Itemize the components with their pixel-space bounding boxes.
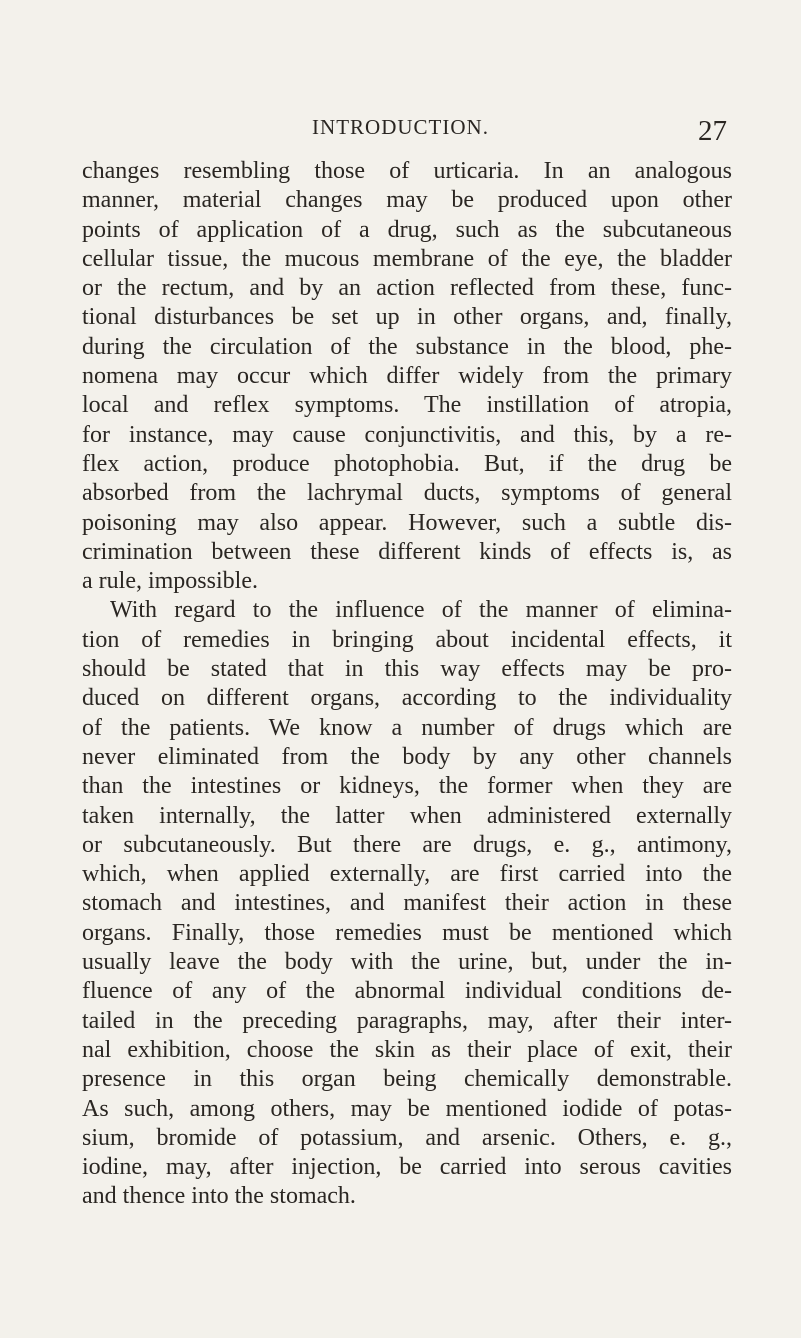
text-line: tion of remedies in bringing about incidental effects, it [82, 626, 732, 653]
text-line: or the rectum, and by an action reflected from these, func- [82, 275, 732, 302]
text-line: than the intestines or kidneys, the former when they are [82, 773, 732, 800]
text-line: fluence of any of the abnormal individual conditions de- [82, 978, 732, 1005]
text-line: iodine, may, after injection, be carried into serous cavities [82, 1154, 732, 1181]
body-text [82, 157, 732, 1212]
running-title: INTRODUCTION. [312, 115, 489, 139]
text-line: which, when applied externally, are first carried into the [82, 861, 732, 888]
text-line: duced on different organs, according to the individuality [82, 685, 732, 712]
text-line: presence in this organ being chemically demonstrable. [82, 1066, 732, 1093]
text-line: or subcutaneously. But there are drugs, e. g., antimony, [82, 831, 732, 858]
text-line: manner, material changes may be produced upon other [82, 187, 732, 214]
text-line: usually leave the body with the urine, but, under the in- [82, 949, 732, 976]
text-line: nomena may occur which differ widely from the primary [82, 363, 732, 390]
text-line: for instance, may cause conjunctivitis, and this, by a re- [82, 421, 732, 448]
text-line: points of application of a drug, such as the subcutaneous [82, 216, 732, 243]
text-line: during the circulation of the substance in the blood, phe- [82, 333, 732, 360]
text-line: changes resembling those of urticaria. In an analogous [82, 158, 732, 184]
text-line: a rule, impossible. [82, 568, 258, 595]
text-line: never eliminated from the body by any other channels [82, 743, 732, 770]
text-line: local and reflex symptoms. The instillation of atropia, [82, 392, 732, 419]
text-line: and thence into the stomach. [82, 1183, 356, 1210]
text-line: As such, among others, may be mentioned iodide of potas- [82, 1095, 732, 1122]
text-line: should be stated that in this way effects may be pro- [82, 656, 732, 683]
text-line: tional disturbances be set up in other organs, and, finally, [82, 304, 732, 331]
text-line: nal exhibition, choose the skin as their place of exit, their [82, 1036, 732, 1063]
text-line: sium, bromide of potassium, and arsenic. Others, e. g., [82, 1124, 732, 1151]
running-head [0, 115, 801, 145]
text-line: cellular tissue, the mucous membrane of the eye, the bladder [82, 245, 732, 272]
text-line: taken internally, the latter when administered externally [82, 802, 732, 829]
page-number: 27 [698, 115, 727, 147]
text-line: absorbed from the lachrymal ducts, symptoms of general [82, 480, 732, 507]
text-line: tailed in the preceding paragraphs, may, after their inter- [82, 1007, 732, 1034]
text-line: crimination between these different kinds of effects is, as [82, 538, 732, 565]
text-line: of the patients. We know a number of drugs which are [82, 714, 732, 741]
text-line: flex action, produce photophobia. But, if the drug be [82, 450, 732, 477]
text-line: stomach and intestines, and manifest their action in these [82, 890, 732, 917]
text-line: organs. Finally, those remedies must be mentioned which [82, 919, 732, 946]
text-line: With regard to the influence of the manner of elimina- [110, 597, 732, 624]
text-line: poisoning may also appear. However, such a subtle dis- [82, 509, 732, 536]
